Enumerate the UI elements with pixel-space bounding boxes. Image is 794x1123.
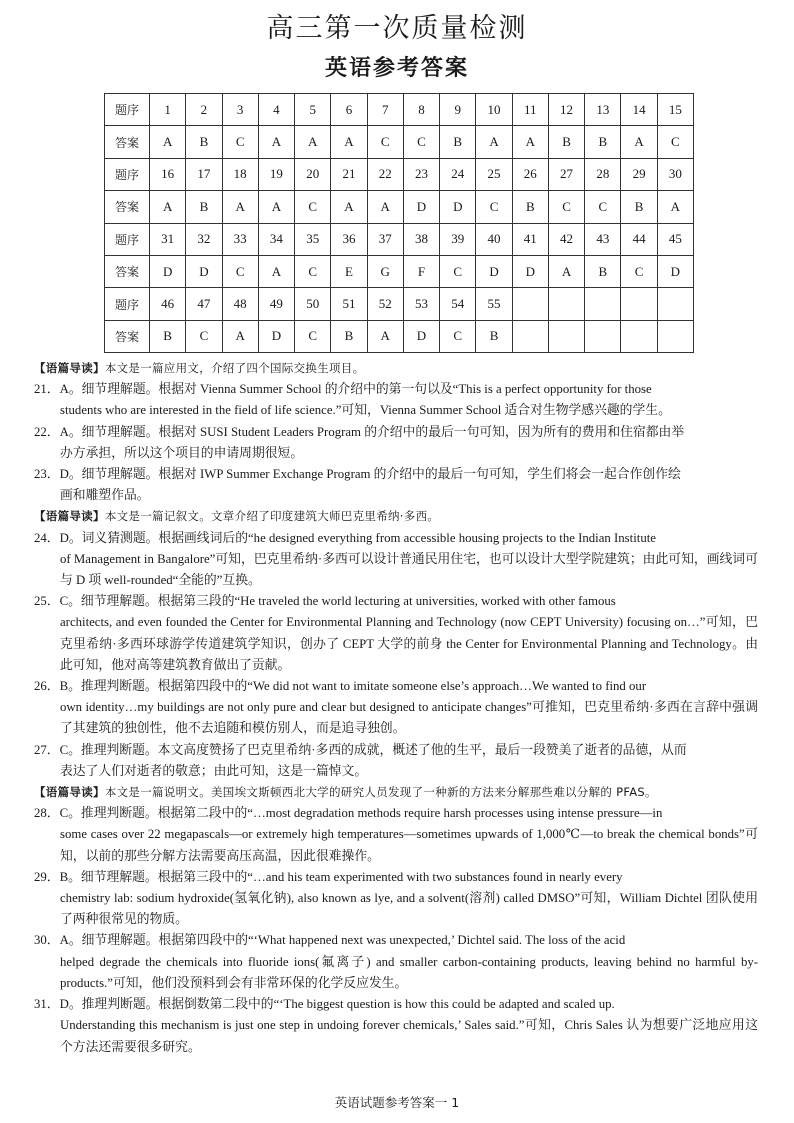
row-label-question: 题序 [105, 94, 150, 126]
answer-explanation [34, 422, 758, 464]
question-number-cell: 4 [258, 94, 294, 126]
explanation-first-line: 27．C。推理判断题。本文高度赞扬了巴克里希纳·多西的成就，概述了他的生平，最后一段赞美了逝者的品德，从而 [34, 742, 687, 757]
answer-row [105, 255, 694, 287]
row-label-answer: 答案 [105, 320, 150, 352]
explanation-first-line: 30．A。细节理解题。根据第四段中的“‘What happened next was unexpected,’ Dichtel said. The loss of the acid [34, 933, 626, 948]
explanation-continuation: Understanding this mechanism is just one step in undoing forever chemicals,’ Sales said.”可知，Chris Sales 认为想要广泛地应用这个方法还需要很多研究。 [60, 1018, 758, 1054]
answer-cell: A [548, 255, 584, 287]
answer-cell: B [585, 126, 621, 158]
question-number-cell: 27 [548, 158, 584, 190]
question-number-cell: 38 [403, 223, 439, 255]
answer-explanation [34, 676, 758, 740]
row-label-answer: 答案 [105, 126, 150, 158]
answer-cell: C [440, 320, 476, 352]
answer-cell: D [512, 255, 548, 287]
answer-cell: B [331, 320, 367, 352]
explanation-first-line: 22．A。细节理解题。根据对 SUSI Student Leaders Program 的介绍中的最后一句可知，因为所有的费用和住宿都由举 [34, 424, 685, 439]
question-number-cell: 47 [186, 288, 222, 320]
answer-cell: C [295, 320, 331, 352]
question-number-cell: 37 [367, 223, 403, 255]
question-number-cell: 20 [295, 158, 331, 190]
explanation-first-line: 24．D。词义猜测题。根据画线词后的“he designed everything from accessible housing projects to the Indian Institute [34, 530, 656, 545]
page-footer: 英语试题参考答案一 1 [334, 1095, 460, 1110]
question-number-cell: 2 [186, 94, 222, 126]
row-label-question: 题序 [105, 158, 150, 190]
answer-explanation [34, 994, 758, 1058]
question-number-cell: 29 [621, 158, 657, 190]
explanation-continuation: 办方承担，所以这个项目的申请周期很短。 [60, 445, 304, 460]
answer-cell: C [548, 191, 584, 223]
explanation-continuation: 画和雕塑作品。 [60, 488, 150, 503]
answer-cell: B [621, 191, 657, 223]
question-number-row [105, 158, 694, 190]
question-number-cell: 42 [548, 223, 584, 255]
explanations-section [34, 358, 758, 1058]
answer-cell: A [367, 191, 403, 223]
answer-cell: C [621, 255, 657, 287]
answer-cell: A [150, 191, 186, 223]
explanation-continuation: students who are interested in the field of life science.”可知，Vienna Summer School 适合对生物学感兴趣的学生。 [60, 403, 671, 418]
answer-cell: A [222, 191, 258, 223]
answer-cell: C [403, 126, 439, 158]
answer-cell: F [403, 255, 439, 287]
question-number-cell: 30 [657, 158, 693, 190]
question-number-cell: 10 [476, 94, 512, 126]
answer-cell: A [150, 126, 186, 158]
question-number-cell: 19 [258, 158, 294, 190]
question-number-cell: 3 [222, 94, 258, 126]
question-number-cell: 36 [331, 223, 367, 255]
answer-cell: B [440, 126, 476, 158]
question-number-cell: 40 [476, 223, 512, 255]
passage-guide [34, 782, 758, 803]
question-number-cell: 23 [403, 158, 439, 190]
answer-cell: A [657, 191, 693, 223]
explanation-first-line: 23．D。细节理解题。根据对 IWP Summer Exchange Program 的介绍中的最后一句可知，学生们将会一起合作创作绘 [34, 467, 681, 482]
question-number-cell: 12 [548, 94, 584, 126]
explanation-first-line: 31．D。推理判断题。根据倒数第二段中的“‘The biggest question is how this could be adapted and scaled up. [34, 997, 615, 1012]
question-number-row [105, 94, 694, 126]
explanation-continuation: some cases over 22 megapascals—or extremely high temperatures—sometimes upwards of 1,000℃—to break the chemical bonds”可知，以前的那些分解方法需要高压高温，因此很难操作。 [60, 827, 758, 863]
answer-cell: E [331, 255, 367, 287]
row-label-answer: 答案 [105, 191, 150, 223]
answer-cell: C [222, 126, 258, 158]
question-number-row [105, 223, 694, 255]
answer-cell: C [476, 191, 512, 223]
answer-cell: B [186, 191, 222, 223]
row-label-question: 题序 [105, 223, 150, 255]
question-number-cell: 55 [476, 288, 512, 320]
answer-explanation [34, 803, 758, 867]
answer-cell: D [258, 320, 294, 352]
explanation-continuation: 表达了人们对逝者的敬意；由此可知，这是一篇悼文。 [60, 763, 368, 778]
answer-cell: A [621, 126, 657, 158]
question-number-cell [512, 288, 548, 320]
answer-cell: A [258, 126, 294, 158]
question-number-cell: 22 [367, 158, 403, 190]
answer-cell: A [331, 191, 367, 223]
question-number-cell [621, 288, 657, 320]
question-number-cell: 26 [512, 158, 548, 190]
question-number-cell: 32 [186, 223, 222, 255]
answer-cell: A [222, 320, 258, 352]
question-number-cell: 53 [403, 288, 439, 320]
answer-cell [585, 320, 621, 352]
answer-explanation [34, 379, 758, 421]
answer-cell: B [548, 126, 584, 158]
question-number-cell: 8 [403, 94, 439, 126]
passage-guide-text: 本文是一篇应用文，介绍了四个国际交换生项目。 [104, 361, 365, 375]
answer-cell [621, 320, 657, 352]
question-number-cell: 18 [222, 158, 258, 190]
question-number-cell: 28 [585, 158, 621, 190]
question-number-cell: 1 [150, 94, 186, 126]
explanation-first-line: 28．C。推理判断题。根据第二段中的“…most degradation methods require harsh processes using intense pressure—in [34, 806, 663, 821]
answer-explanation [34, 740, 758, 782]
question-number-cell: 25 [476, 158, 512, 190]
question-number-cell: 11 [512, 94, 548, 126]
answer-row [105, 191, 694, 223]
question-number-cell: 6 [331, 94, 367, 126]
answer-row [105, 320, 694, 352]
answer-cell [657, 320, 693, 352]
explanation-continuation: chemistry lab: sodium hydroxide(氢氧化钠), also known as lye, and a solvent(溶剂) called DMSO”可知，William Dichtel 团队使用了两种很常见的物质。 [60, 891, 758, 927]
explanation-first-line: 26．B。推理判断题。根据第四段中的“We did not want to imitate someone else’s approach…We wanted to find our [34, 679, 647, 694]
question-number-cell: 33 [222, 223, 258, 255]
passage-guide [34, 506, 758, 527]
answer-cell: D [186, 255, 222, 287]
page-subtitle: 英语参考答案 [324, 56, 469, 81]
question-number-cell: 5 [295, 94, 331, 126]
question-number-cell: 34 [258, 223, 294, 255]
question-number-cell: 46 [150, 288, 186, 320]
question-number-cell: 54 [440, 288, 476, 320]
passage-guide-label: 【语篇导读】 [34, 509, 105, 524]
answer-row [105, 126, 694, 158]
question-number-cell: 14 [621, 94, 657, 126]
answer-cell: D [403, 320, 439, 352]
question-number-cell: 15 [657, 94, 693, 126]
answer-table [104, 93, 694, 353]
question-number-cell: 13 [585, 94, 621, 126]
answer-explanation [34, 464, 758, 506]
question-number-cell: 45 [657, 223, 693, 255]
answer-cell: B [476, 320, 512, 352]
explanation-continuation: own identity…my buildings are not only pure and clear but designed to anticipate changes”可推知，巴克里希纳·多西在言辞中强调了其建筑的独创性，他不去追随和模仿别人，而是追寻独创。 [60, 700, 758, 736]
answer-cell: A [367, 320, 403, 352]
question-number-cell: 35 [295, 223, 331, 255]
answer-cell: A [295, 126, 331, 158]
answer-explanation [34, 867, 758, 931]
explanation-continuation: helped degrade the chemicals into fluoride ions(氟离子) and smaller carbon-containing products, leaving behind no harmful by-products.”可知，他们没预料到会有非常环保的化学反应发生。 [60, 954, 758, 990]
answer-explanation [34, 930, 758, 994]
answer-cell: C [295, 255, 331, 287]
passage-guide-label: 【语篇导读】 [34, 361, 105, 375]
answer-cell: B [150, 320, 186, 352]
answer-cell: B [186, 126, 222, 158]
answer-cell: C [440, 255, 476, 287]
answer-explanation [34, 528, 758, 592]
explanation-first-line: 25．C。细节理解题。根据第三段的“He traveled the world lecturing at universities, worked with other famous [34, 594, 616, 609]
question-number-cell [585, 288, 621, 320]
answer-cell: A [331, 126, 367, 158]
answer-cell: C [585, 191, 621, 223]
question-number-cell: 9 [440, 94, 476, 126]
explanation-first-line: 21．A。细节理解题。根据对 Vienna Summer School 的介绍中的第一句以及“This is a perfect opportunity for those [34, 382, 652, 397]
explanation-first-line: 29．B。细节理解题。根据第三段中的“…and his team experimented with two substances found in nearly every [34, 869, 623, 884]
passage-guide [34, 358, 758, 379]
answer-cell: C [222, 255, 258, 287]
question-number-cell: 50 [295, 288, 331, 320]
question-number-cell: 41 [512, 223, 548, 255]
question-number-cell: 16 [150, 158, 186, 190]
answer-cell [512, 320, 548, 352]
question-number-cell: 44 [621, 223, 657, 255]
answer-cell: G [367, 255, 403, 287]
question-number-cell [657, 288, 693, 320]
question-number-cell: 31 [150, 223, 186, 255]
row-label-question: 题序 [105, 288, 150, 320]
passage-guide-label: 【语篇导读】 [34, 785, 105, 800]
answer-cell: D [476, 255, 512, 287]
answer-cell: C [367, 126, 403, 158]
answer-cell: C [295, 191, 331, 223]
answer-cell: D [657, 255, 693, 287]
question-number-cell: 49 [258, 288, 294, 320]
passage-guide-text: 本文是一篇记叙文。文章介绍了印度建筑大师巴克里希纳·多西。 [104, 509, 440, 524]
answer-cell: D [440, 191, 476, 223]
answer-cell: D [403, 191, 439, 223]
explanation-continuation: of Management in Bangalore”可知，巴克里希纳·多西可以设计普通民用住宅，也可以设计大型学院建筑；由此可知，画线词可与 D 项 well-rounded“全能的”互换。 [60, 551, 758, 588]
question-number-cell: 51 [331, 288, 367, 320]
answer-cell: A [258, 191, 294, 223]
answer-cell: A [476, 126, 512, 158]
question-number-cell: 39 [440, 223, 476, 255]
answer-cell [548, 320, 584, 352]
explanation-continuation: architects, and even founded the Center for Environmental Planning and Technology (now CEPT University) focusing on…”可知，巴克里希纳·多西环球游学传道建筑学知识，创办了 CEPT 大学的前身 the Center for Environmental Planning and Technology。由此可知，他对高等建筑教育做出了贡献。 [60, 615, 758, 672]
question-number-row [105, 288, 694, 320]
question-number-cell: 17 [186, 158, 222, 190]
answer-cell: A [512, 126, 548, 158]
question-number-cell: 43 [585, 223, 621, 255]
question-number-cell: 48 [222, 288, 258, 320]
answer-explanation [34, 591, 758, 676]
answer-cell: B [585, 255, 621, 287]
answer-cell: C [186, 320, 222, 352]
question-number-cell [548, 288, 584, 320]
question-number-cell: 7 [367, 94, 403, 126]
passage-guide-text: 本文是一篇说明文。美国埃文斯顿西北大学的研究人员发现了一种新的方法来分解那些难以分解的 PFAS。 [104, 785, 657, 800]
question-number-cell: 52 [367, 288, 403, 320]
answer-cell: B [512, 191, 548, 223]
answer-cell: D [150, 255, 186, 287]
question-number-cell: 21 [331, 158, 367, 190]
row-label-answer: 答案 [105, 255, 150, 287]
page-title: 高三第一次质量检测 [266, 13, 528, 44]
question-number-cell: 24 [440, 158, 476, 190]
answer-cell: C [657, 126, 693, 158]
answer-cell: A [258, 255, 294, 287]
